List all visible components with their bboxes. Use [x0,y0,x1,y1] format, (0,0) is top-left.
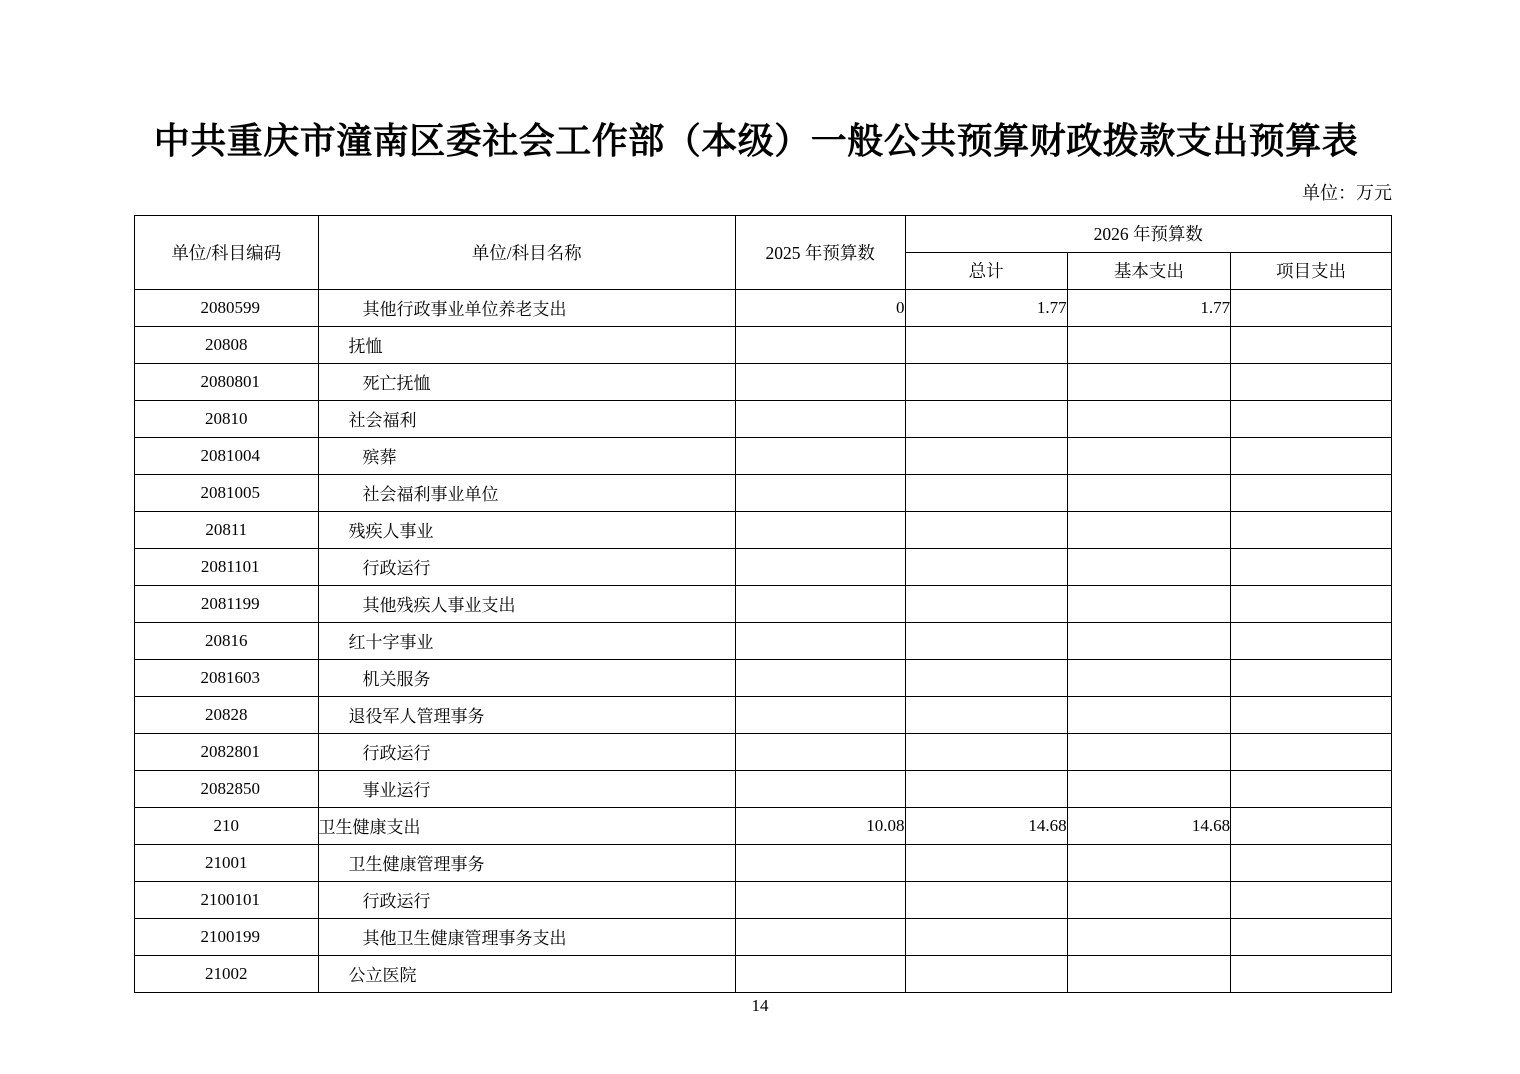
cell-project [1231,474,1392,511]
table-row [135,289,1392,326]
cell-y2025 [735,474,905,511]
table-row [135,437,1392,474]
cell-total [905,363,1067,400]
cell-y2025 [735,511,905,548]
cell-total [905,918,1067,955]
cell-code: 2082850 [135,770,319,807]
cell-total [905,955,1067,992]
cell-name: 行政运行 [318,733,735,770]
cell-project [1231,585,1392,622]
cell-y2025 [735,770,905,807]
cell-project [1231,511,1392,548]
cell-y2025 [735,326,905,363]
cell-basic: 14.68 [1067,807,1230,844]
cell-project [1231,844,1392,881]
table-row [135,918,1392,955]
header-basic-expenditure: 基本支出 [1067,252,1230,289]
cell-basic [1067,363,1230,400]
header-year-2026-group: 2026 年预算数 [905,215,1391,252]
table-row [135,807,1392,844]
cell-total [905,548,1067,585]
cell-name: 行政运行 [318,881,735,918]
table-header-row-1 [135,215,1392,252]
table-row [135,474,1392,511]
cell-total [905,622,1067,659]
table-body [135,289,1392,992]
cell-code: 2100199 [135,918,319,955]
cell-project [1231,289,1392,326]
header-name: 单位/科目名称 [318,215,735,289]
cell-basic [1067,548,1230,585]
cell-total [905,437,1067,474]
cell-code: 21001 [135,844,319,881]
header-code: 单位/科目编码 [135,215,319,289]
cell-code: 2081603 [135,659,319,696]
cell-y2025: 0 [735,289,905,326]
cell-project [1231,400,1392,437]
cell-basic [1067,585,1230,622]
cell-y2025 [735,696,905,733]
cell-name: 殡葬 [318,437,735,474]
cell-code: 20816 [135,622,319,659]
cell-code: 2080599 [135,289,319,326]
table-row [135,511,1392,548]
cell-name: 行政运行 [318,548,735,585]
page-number: 14 [751,996,769,1015]
cell-total [905,585,1067,622]
cell-code: 210 [135,807,319,844]
cell-basic [1067,659,1230,696]
cell-total [905,881,1067,918]
cell-code: 2082801 [135,733,319,770]
cell-basic [1067,918,1230,955]
cell-basic [1067,326,1230,363]
cell-project [1231,437,1392,474]
cell-name: 机关服务 [318,659,735,696]
cell-basic [1067,437,1230,474]
cell-basic [1067,844,1230,881]
cell-total [905,696,1067,733]
cell-project [1231,326,1392,363]
table-row [135,326,1392,363]
header-total: 总计 [905,252,1067,289]
table-row [135,400,1392,437]
table-row [135,770,1392,807]
cell-project [1231,548,1392,585]
cell-name: 社会福利 [318,400,735,437]
table-row [135,881,1392,918]
cell-name: 死亡抚恤 [318,363,735,400]
cell-project [1231,955,1392,992]
cell-project [1231,918,1392,955]
cell-name: 公立医院 [318,955,735,992]
table-row [135,548,1392,585]
cell-code: 2081005 [135,474,319,511]
cell-project [1231,733,1392,770]
cell-project [1231,659,1392,696]
cell-code: 20808 [135,326,319,363]
cell-code: 20810 [135,400,319,437]
cell-code: 20828 [135,696,319,733]
cell-project [1231,622,1392,659]
cell-y2025 [735,733,905,770]
cell-y2025 [735,585,905,622]
cell-name: 其他行政事业单位养老支出 [318,289,735,326]
cell-name: 社会福利事业单位 [318,474,735,511]
cell-basic [1067,474,1230,511]
table-header [135,215,1392,289]
cell-total: 1.77 [905,289,1067,326]
cell-project [1231,696,1392,733]
cell-basic [1067,770,1230,807]
cell-code: 21002 [135,955,319,992]
unit-note: 单位：万元 [1302,182,1392,203]
table-row [135,585,1392,622]
cell-basic [1067,733,1230,770]
cell-y2025 [735,844,905,881]
header-project-expenditure: 项目支出 [1231,252,1392,289]
table-row [135,622,1392,659]
cell-code: 2081004 [135,437,319,474]
budget-table-container [0,205,1520,993]
table-row [135,659,1392,696]
cell-project [1231,770,1392,807]
cell-code: 2081199 [135,585,319,622]
cell-total [905,844,1067,881]
cell-total: 14.68 [905,807,1067,844]
page-title: 中共重庆市潼南区委社会工作部（本级）一般公共预算财政拨款支出预算表 [153,121,1359,161]
cell-y2025 [735,918,905,955]
cell-y2025 [735,881,905,918]
cell-name: 残疾人事业 [318,511,735,548]
cell-total [905,400,1067,437]
cell-name: 退役军人管理事务 [318,696,735,733]
cell-name: 抚恤 [318,326,735,363]
cell-total [905,659,1067,696]
cell-y2025 [735,659,905,696]
cell-name: 红十字事业 [318,622,735,659]
table-row [135,696,1392,733]
cell-basic [1067,881,1230,918]
cell-name: 卫生健康支出 [318,807,735,844]
cell-total [905,511,1067,548]
cell-project [1231,881,1392,918]
cell-basic [1067,622,1230,659]
cell-y2025 [735,548,905,585]
cell-name: 其他残疾人事业支出 [318,585,735,622]
cell-total [905,733,1067,770]
cell-y2025 [735,622,905,659]
cell-y2025 [735,437,905,474]
cell-name: 其他卫生健康管理事务支出 [318,918,735,955]
cell-basic [1067,511,1230,548]
table-row [135,955,1392,992]
header-year-2025: 2025 年预算数 [735,215,905,289]
cell-total [905,474,1067,511]
cell-code: 2081101 [135,548,319,585]
cell-basic [1067,400,1230,437]
cell-y2025 [735,955,905,992]
cell-project [1231,807,1392,844]
cell-code: 2100101 [135,881,319,918]
budget-table [134,215,1392,993]
cell-basic: 1.77 [1067,289,1230,326]
table-row [135,363,1392,400]
cell-total [905,770,1067,807]
cell-total [905,326,1067,363]
cell-name: 卫生健康管理事务 [318,844,735,881]
table-row [135,733,1392,770]
cell-code: 2080801 [135,363,319,400]
cell-basic [1067,955,1230,992]
cell-y2025 [735,400,905,437]
cell-name: 事业运行 [318,770,735,807]
cell-basic [1067,696,1230,733]
cell-code: 20811 [135,511,319,548]
table-row [135,844,1392,881]
cell-project [1231,363,1392,400]
cell-y2025: 10.08 [735,807,905,844]
cell-y2025 [735,363,905,400]
